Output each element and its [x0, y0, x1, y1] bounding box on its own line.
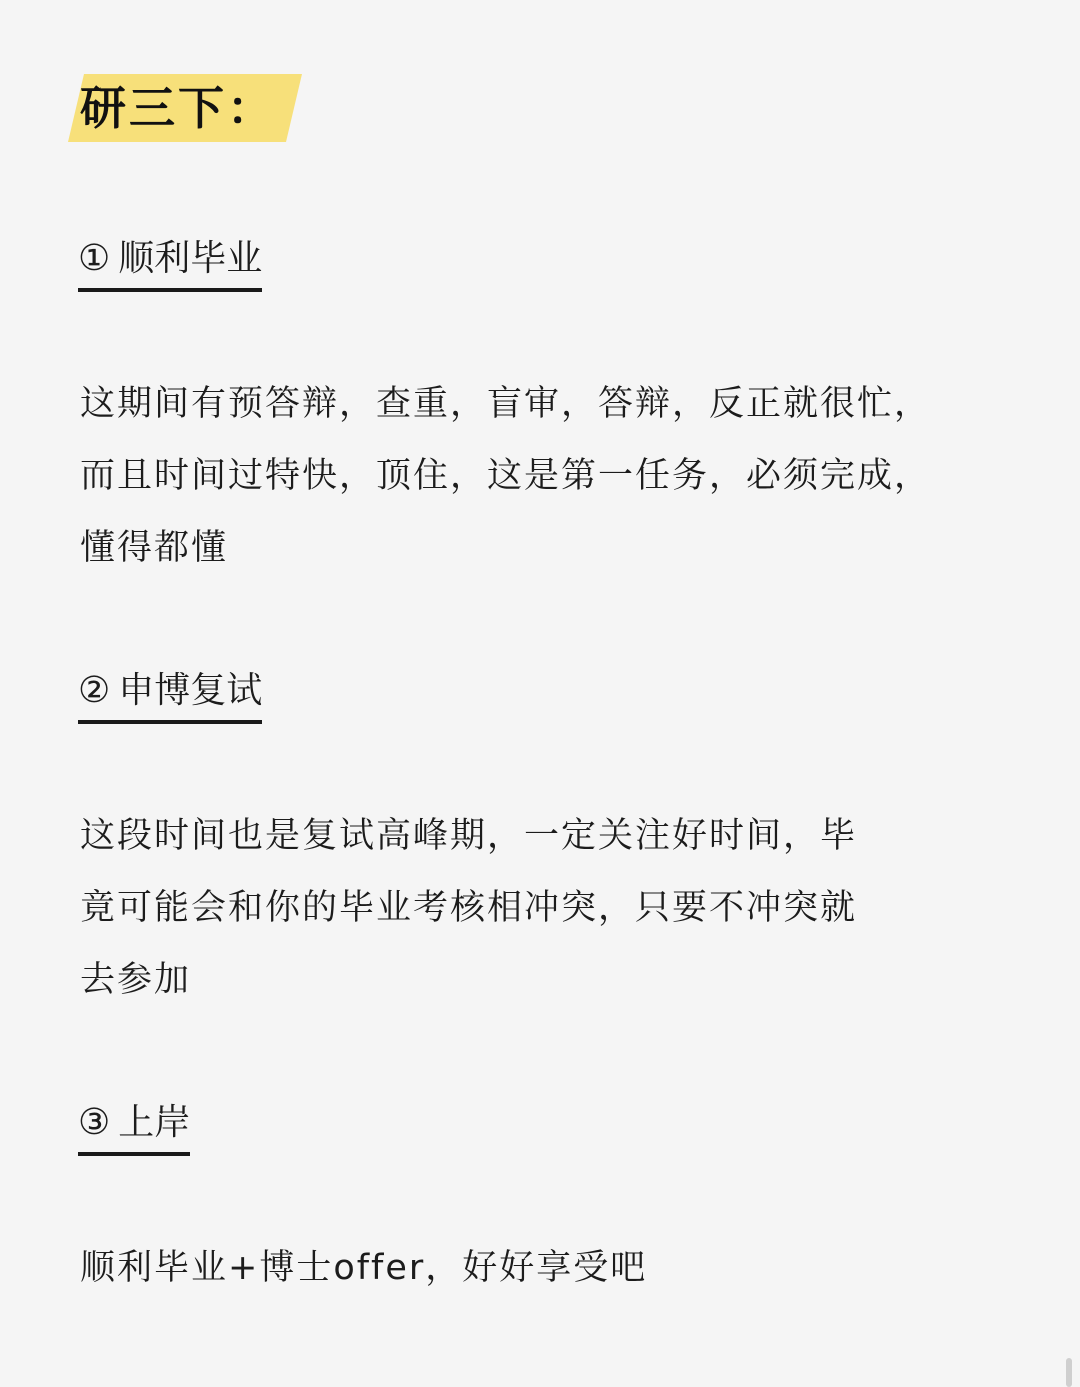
section-title-2: 申博复试	[118, 670, 263, 711]
paragraph-line: 懂得都懂	[80, 528, 229, 568]
paragraph-line: 这段时间也是复试高峰期，一定关注好时间，毕	[80, 816, 858, 856]
page-title-block	[68, 72, 302, 144]
page-title: 研三下：	[80, 81, 276, 135]
paragraph-line: 竟可能会和你的毕业考核相冲突，只要不冲突就	[80, 888, 858, 928]
heading-underline-2	[78, 720, 262, 724]
section-number-1: ①	[78, 238, 111, 279]
section-title-1: 顺利毕业	[118, 238, 263, 279]
paragraph-line: 去参加	[80, 960, 192, 1000]
section-title-3: 上岸	[118, 1102, 191, 1143]
section-paragraph-1	[80, 368, 1010, 584]
section-paragraph-2	[80, 800, 1010, 1016]
section-heading-2	[78, 668, 262, 718]
section-heading-1	[78, 236, 262, 286]
heading-underline-1	[78, 288, 262, 292]
heading-underline-3	[78, 1152, 190, 1156]
scrollbar-thumb[interactable]	[1066, 1358, 1072, 1387]
paragraph-line: 顺利毕业+博士offer，好好享受吧	[80, 1248, 648, 1288]
section-heading-3	[78, 1100, 190, 1150]
section-number-3: ③	[78, 1102, 111, 1143]
paragraph-line: 这期间有预答辩，查重，盲审，答辩，反正就很忙，	[80, 384, 932, 424]
section-number-2: ②	[78, 670, 111, 711]
paragraph-line: 而且时间过特快，顶住，这是第一任务，必须完成，	[80, 456, 932, 496]
section-paragraph-3	[80, 1232, 1010, 1304]
